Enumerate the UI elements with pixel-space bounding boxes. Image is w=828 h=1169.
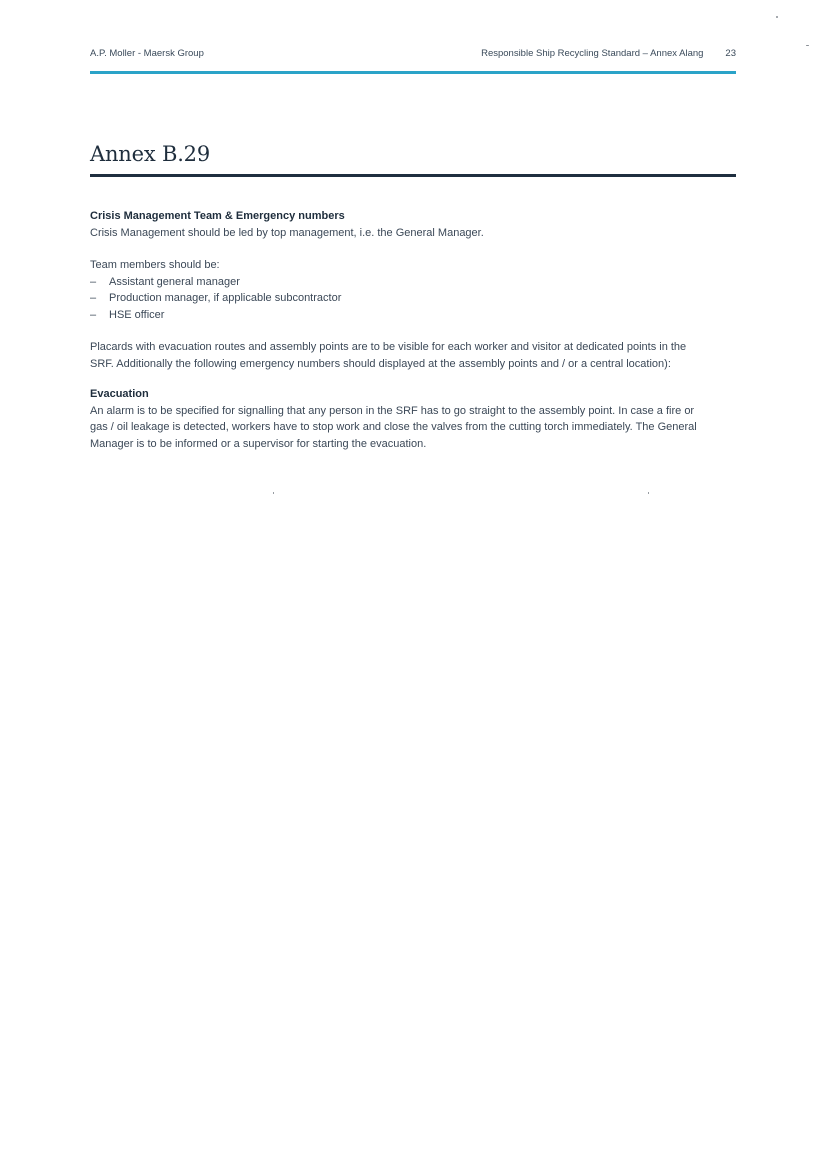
bullet-dash: –	[90, 308, 97, 321]
page-content	[90, 208, 740, 452]
list-item	[90, 307, 740, 324]
header-document-title: Responsible Ship Recycling Standard – Annex Alang	[481, 48, 704, 59]
header-company: A.P. Moller - Maersk Group	[90, 48, 204, 59]
spacer	[90, 323, 740, 339]
placards-paragraph-line: Placards with evacuation routes and assembly points are to be visible for each worker and visitor at dedicated points in the	[90, 341, 687, 353]
section-heading-evacuation: Evacuation	[90, 388, 149, 400]
evacuation-paragraph-line: An alarm is to be specified for signalling that any person in the SRF has to go straight to the assembly point. In case a fire or	[90, 404, 695, 417]
crisis-management-intro: Crisis Management should be led by top management, i.e. the General Manager.	[90, 226, 484, 239]
list-item	[90, 290, 740, 307]
bullet-dash: –	[90, 292, 97, 304]
team-members-list	[90, 274, 740, 324]
scan-speck	[648, 492, 649, 494]
scan-speck	[273, 492, 274, 494]
header-rule	[90, 71, 736, 74]
scan-speck	[806, 45, 809, 46]
title-rule	[90, 174, 736, 177]
list-item-text: HSE officer	[109, 308, 165, 321]
spacer	[90, 372, 740, 386]
page-number: 23	[725, 48, 736, 59]
header-right	[481, 48, 736, 59]
bullet-dash: –	[90, 275, 97, 288]
evacuation-paragraph-line: Manager is to be informed or a supervisor for starting the evacuation.	[90, 437, 427, 450]
page-title: Annex B.29	[90, 142, 210, 166]
spacer	[90, 241, 740, 257]
list-item	[90, 274, 740, 291]
placards-paragraph-line: SRF. Additionally the following emergency numbers should displayed at the assembly points and / or a central location):	[90, 357, 671, 370]
section-heading-crisis-management: Crisis Management Team & Emergency numbers	[90, 210, 345, 222]
list-item-text: Assistant general manager	[109, 275, 240, 288]
page-header	[90, 48, 736, 62]
evacuation-paragraph-line: gas / oil leakage is detected, workers have to stop work and close the valves from the cutting torch immediately. The General	[90, 421, 697, 433]
team-members-intro: Team members should be:	[90, 259, 220, 271]
scan-speck	[776, 16, 778, 18]
list-item-text: Production manager, if applicable subcontractor	[109, 292, 342, 304]
